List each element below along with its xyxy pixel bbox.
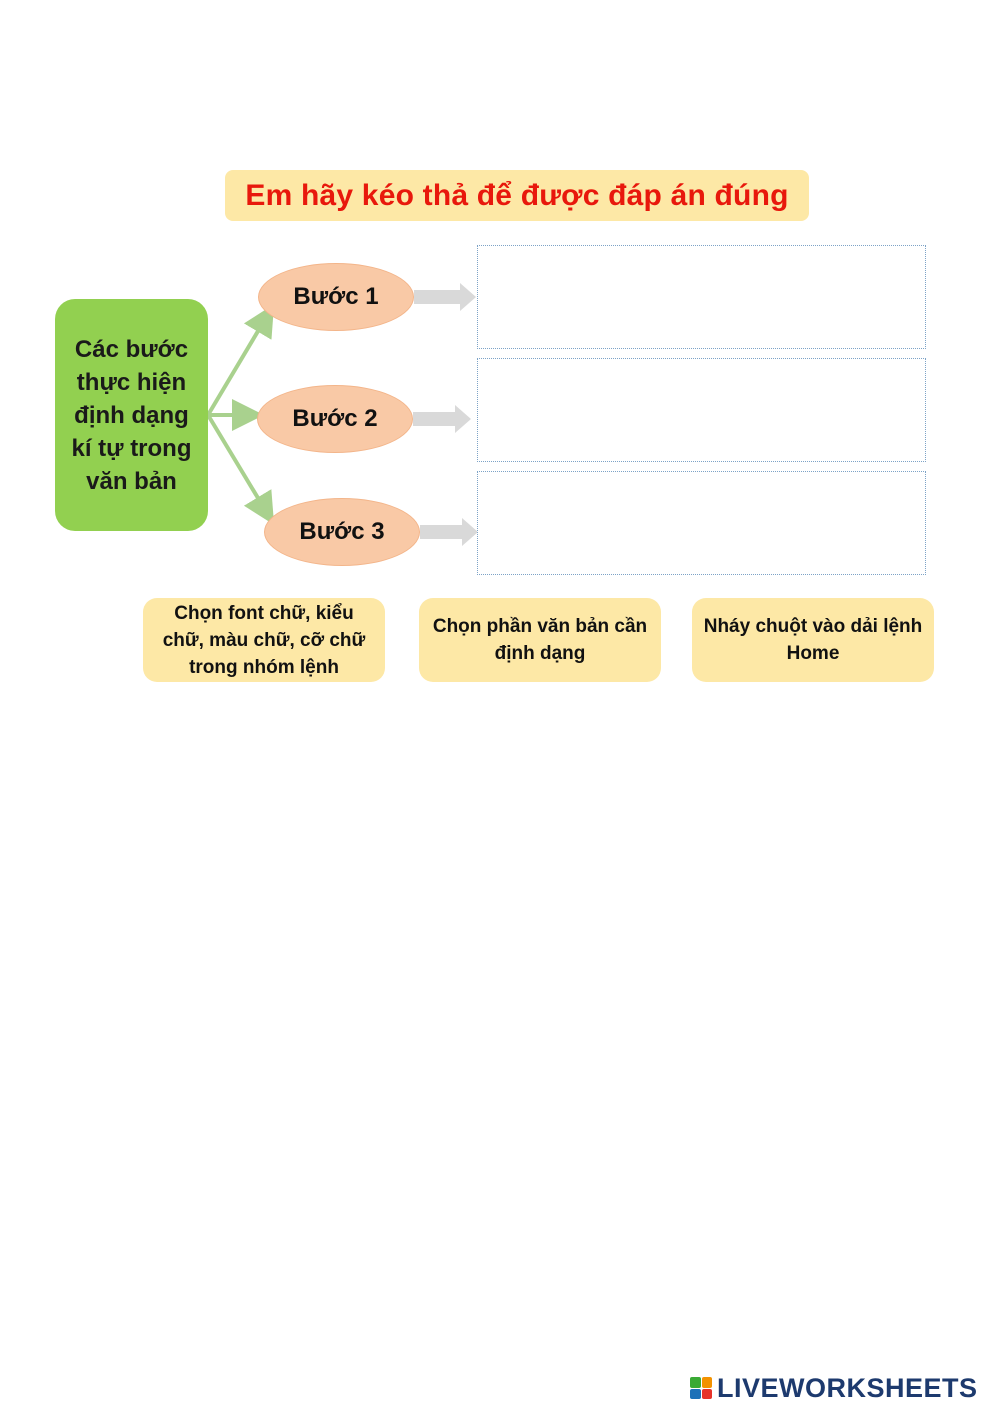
branch-arrow-step1: [208, 311, 270, 415]
step-2-label: Bước 2: [292, 405, 378, 432]
liveworksheets-logo-icon: [690, 1377, 712, 1399]
grey-arrow-step1: [414, 283, 476, 311]
step-1-node: [258, 263, 414, 331]
root-topic-label: Các bước thực hiện định dạng kí tự trong văn bản: [71, 335, 192, 495]
drop-target-step-3[interactable]: [477, 471, 926, 575]
step-3-label: Bước 3: [299, 518, 385, 545]
logo-square: [690, 1377, 701, 1388]
step-1-label: Bước 1: [293, 283, 379, 310]
logo-square: [690, 1389, 701, 1400]
grey-arrow-step2: [413, 405, 471, 433]
answer-card-text: Chọn font chữ, kiểu chữ, màu chữ, cỡ chữ trong nhóm lệnh: [162, 602, 366, 678]
liveworksheets-branding: [690, 1370, 990, 1406]
answer-card-text: Chọn phần văn bản cần định dạng: [432, 616, 648, 664]
answer-card-text: Nháy chuột vào dải lệnh Home: [703, 616, 923, 664]
draggable-answer-card[interactable]: [419, 598, 661, 682]
drop-target-step-2[interactable]: [477, 358, 926, 462]
step-2-node: [257, 385, 413, 453]
drop-target-step-1[interactable]: [477, 245, 926, 349]
logo-square: [702, 1389, 713, 1400]
draggable-answer-card[interactable]: [143, 598, 385, 682]
root-topic: [55, 299, 208, 531]
step-3-node: [264, 498, 420, 566]
logo-square: [702, 1377, 713, 1388]
grey-arrow-step3: [420, 518, 478, 546]
draggable-answer-card[interactable]: [692, 598, 934, 682]
brand-name: LIVEWORKSHEETS: [717, 1372, 978, 1403]
page-title: Em hãy kéo thả để được đáp án đúng: [225, 170, 809, 221]
